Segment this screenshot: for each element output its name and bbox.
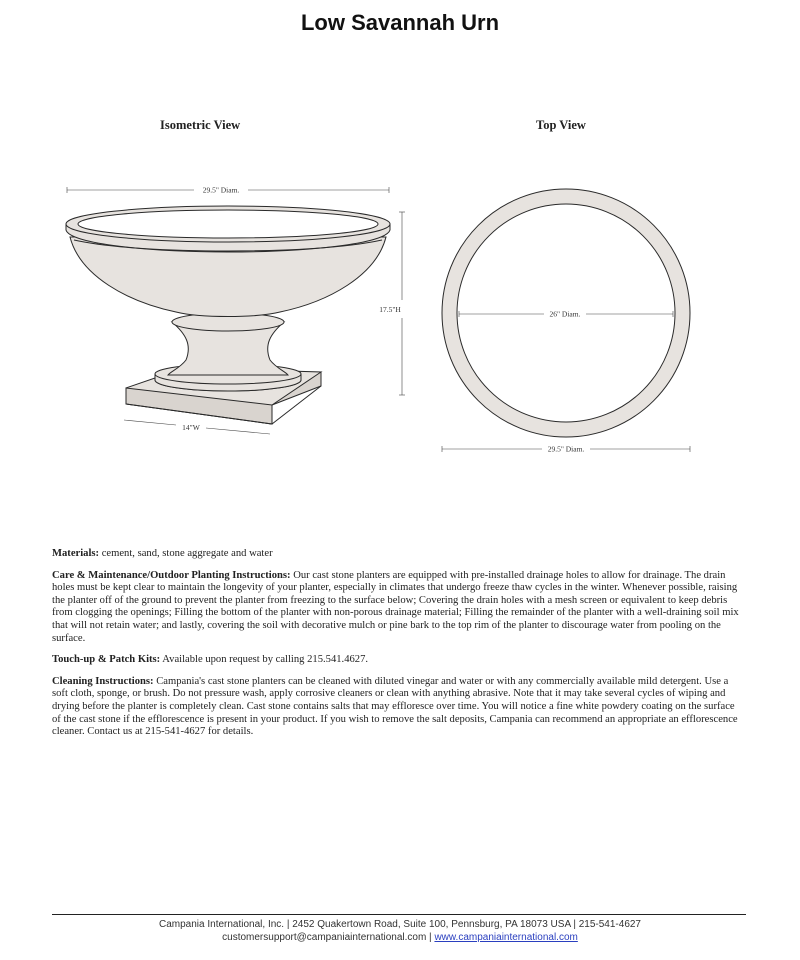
footer-divider	[52, 914, 746, 915]
iso-diameter-label: 29.5" Diam.	[202, 185, 240, 195]
iso-width-line-right	[206, 428, 270, 434]
isometric-view-label: Isometric View	[160, 118, 241, 132]
footer-address: Campania International, Inc. | 2452 Quakertown Road, Suite 100, Pennsburg, PA 18073 USA | 215-541-4627	[159, 919, 641, 930]
cleaning-paragraph	[52, 676, 742, 739]
care-paragraph	[52, 570, 742, 646]
touchup-text: Available upon request by calling 215.541.4627.	[160, 654, 369, 666]
materials-paragraph	[52, 548, 742, 561]
touchup-label: Touch-up & Patch Kits:	[52, 654, 161, 666]
footer	[0, 919, 800, 944]
footer-separator: |	[426, 931, 435, 943]
footer-website-link[interactable]: www.campaniainternational.com	[434, 931, 578, 943]
footer-email: customersupport@campaniainternational.com	[222, 931, 427, 943]
iso-width-label: 14"W	[182, 423, 200, 432]
top-inner-diameter-label: 26" Diam.	[549, 309, 581, 319]
top-outer-diameter-label: 29.5" Diam.	[547, 444, 585, 454]
care-text: Our cast stone planters are equipped with pre-installed drainage holes to allow for drainage. The drain holes must be kept clear to maintain the longevity of your planter, especially in climates that undergo freeze thaw cycles in the winter. Whenever possible, raising the planter off of the ground to prevent the planter from freezing to the surface below; Covering the drain holes with a mesh screen or equivalent to keep debris from clogging the openings; Filling the bottom of the planter with non-porous drainage material; Filling the remainder of the planter with a well-draining soil mix that will not retain water; and lastly, covering the soil with decorative mulch or pine bark to the top rim of the planter to discourage water from pooling on the surface.	[52, 569, 739, 644]
isometric-urn-drawing	[66, 206, 390, 424]
top-view-label: Top View	[536, 118, 586, 132]
touchup-paragraph	[52, 654, 742, 667]
materials-label: Materials:	[52, 548, 100, 559]
materials-text: cement, sand, stone aggregate and water	[99, 548, 273, 559]
care-label: Care & Maintenance/Outdoor Planting Instructions:	[52, 569, 291, 581]
page-title: Low Savannah Urn	[300, 10, 500, 35]
urn-opening	[78, 210, 378, 238]
cleaning-label: Cleaning Instructions:	[52, 675, 154, 687]
iso-height-label: 17.5"H	[379, 305, 401, 314]
product-information	[52, 548, 742, 748]
footer-contact	[0, 932, 800, 945]
iso-width-line-left	[124, 420, 176, 425]
cleaning-text: Campania's cast stone planters can be cleaned with diluted vinegar and water or with any commercially available mild detergent. Use a soft cloth, sponge, or brush. Do not pressure wash, apply corrosive cleaners or clean with anything abrasive. Note that it may take several cycles of wiping and drying before the planter is completely clean. Cast stone contains salts that may effloresce over time. You will notice a fine white powdery coating on the surface of the cast stone if the efflorescence is present in your product. If you wish to remove the salt deposits, Campania can recommend an appropriate an efflorescence cleaner. Contact us at 215-541-4627 for details.	[52, 675, 738, 738]
